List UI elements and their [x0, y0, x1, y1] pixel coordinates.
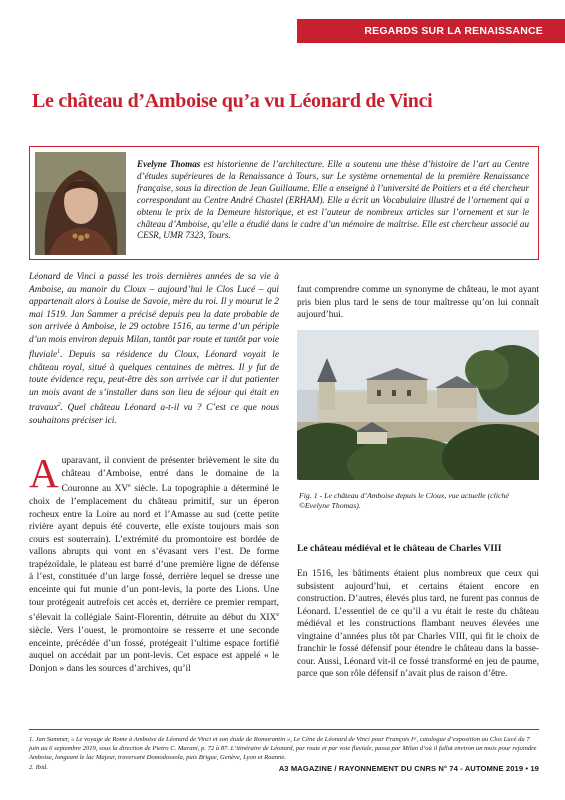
figure-caption: Fig. 1 - Le château d’Amboise depuis le Cloux, vue actuelle (cliché ©Evelyne Thomas). [299, 491, 509, 511]
section-heading: Le château médiéval et le château de Charles VIII [297, 543, 502, 554]
author-portrait [35, 152, 126, 255]
author-bio [137, 159, 529, 242]
author-name: Evelyne Thomas [137, 159, 201, 169]
lead-text: . Depuis sa résidence du Cloux, Léonard voyait le château royal, situé à quelques centaines de mètres. Il y fut de toute évidence reçu, peut-être dès son arrivée car il dut patienter un mois avant de s’installer dans son lieu de séjour qui était en travaux [29, 350, 279, 414]
castle-photo [297, 330, 539, 480]
footnote-ref: 1 [57, 349, 61, 355]
column-continuation: faut comprendre comme un synonyme de château, le mot ayant pris bien plus tard le sens de tour maîtresse qu’on lui connaît aujourd’hui. [297, 285, 539, 320]
superscript: e [128, 483, 131, 490]
superscript: e [276, 612, 279, 619]
footnote-2: 2. Ibid. [29, 763, 48, 771]
body-paragraph [29, 450, 279, 675]
lead-paragraph [29, 271, 279, 427]
body-text: siècle. Vers l’ouest, le promontoire se resserre et une seconde enceinte, précédée d’un fossé, protégeait l’ultime espace fortifié auquel on accédait par un pont-levis. Cet espace est appelé « le Donjon » dans les sources d’archives, qu’il [29, 625, 279, 674]
section-rubric: REGARDS SUR LA RENAISSANCE [297, 19, 565, 43]
body-paragraph: En 1516, les bâtiments étaient plus nombreux que ceux qui subsistent aujourd’hui, et certains étaient encore en construction. D’autres, élevés plus tard, ne furent pas connus de Léonard. L’essentiel de ce qu’il a vu était le reste du château médiéval et les constructions flambant neuves élevées une vingtaine d’années plus tôt par Charles VIII, qui fit le choix de franchir le fossé défensif pour étendre le château dans la basse-cour. Aussi, Léonard vit-il ce fossé transformé en jeu de paume, parce que son rôle défensif n’avait plus de raison d’être. [297, 569, 539, 679]
lead-text: . Quel château Léonard a-t-il vu ? C’est ce que nous souhaitons préciser ici. [29, 403, 279, 426]
author-box [29, 146, 539, 260]
body-text: siècle. La topographie a déterminé le choix de l’emplacement du château primitif, sur un éperon rocheux entre la Loire au nord et l’Amasse au sud (cette petite rivière ayant depuis été couverte, elle existe toujours mais son cours est souterrain). L’extrémité du promontoire est bordée de vallons abrupts qui vont en s’évasant vers l’est. De forme trapézoïdale, le plateau est barré d’une première ligne de défense à l’est, constituée d’un large fossé, derrière lequel se dresse une enceinte qui fut munie d’un pont-levis, la porte des Lions. Une tour protégeait autrefois cet accès et, derrière ce premier rempart, s’élevait la collégiale Saint-Florentin, détruite au début du XIX [29, 484, 279, 624]
footnote-ref: 2 [57, 402, 61, 409]
footnote-divider [29, 729, 539, 730]
article-title: Le château d’Amboise qu’a vu Léonard de Vinci [32, 90, 433, 112]
page-footer: A3 MAGAZINE / RAYONNEMENT DU CNRS N° 74 - AUTOMNE 2019 • 19 [278, 764, 539, 773]
author-bio-text: est historienne de l’architecture. Elle a soutenu une thèse d’histoire de l’art au Centre d’études supérieures de la Renaissance à Tours, sur Le système ornemental de la première Renaissance française, sous la direction de Jean Guillaume. Elle a enseigné à l’université de Poitiers et a été chercheur correspondant au Centre André Chastel (ERHAM). Elle a écrit un Vocabulaire illustré de l’ornement qui a obtenu le prix de la Demeure historique, et est l’auteur de nombreux articles sur l’ornement et sur le château d’Amboise, qu’elle a étudié dans le cadre d’un mémoire de maîtrise. Elle est chercheur associé au CESR, UMR 7323, Tours. [137, 159, 529, 241]
drop-cap: A [29, 450, 59, 496]
body-text: uparavant, il convient de présenter brièvement le site du château d’Amboise, entré dans le domaine de la Couronne au XV [61, 456, 279, 495]
footnote-1: 1. Jan Sammer, « Le voyage de Rome à Amboise de Léonard de Vinci et son étude de Romorantin », Le Cène de Léonard de Vinci pour François Iᵉʳ, catalogue d’exposition au Clos Lucé du 7 juin au 6 septembre 2019, sous la direction de Pietro C. Marani, p. 72 à 87. L’itinéraire de Léonard, par route et par voie fluviale, passa par Milan d’où il fallut environ un mois pour rejoindre Amboise, longeant le lac Majeur, traversant Domodossola, puis Brigue, Genève, Lyon et Roanne. [29, 736, 537, 762]
lead-text: Léonard de Vinci a passé les trois dernières années de sa vie à Amboise, au manoir du Cloux – aujourd’hui le Clos Lucé – qui appartenait alors à Louise de Savoie, mère du roi. Il y mourut le 2 mai 1519. Jan Sammer a précisé depuis peu la date probable de son arrivée à Amboise, le 29 octobre 1516, au terme d’un périple d’un mois environ depuis Milan, tantôt par route et tantôt par voie fluviale [29, 272, 279, 361]
